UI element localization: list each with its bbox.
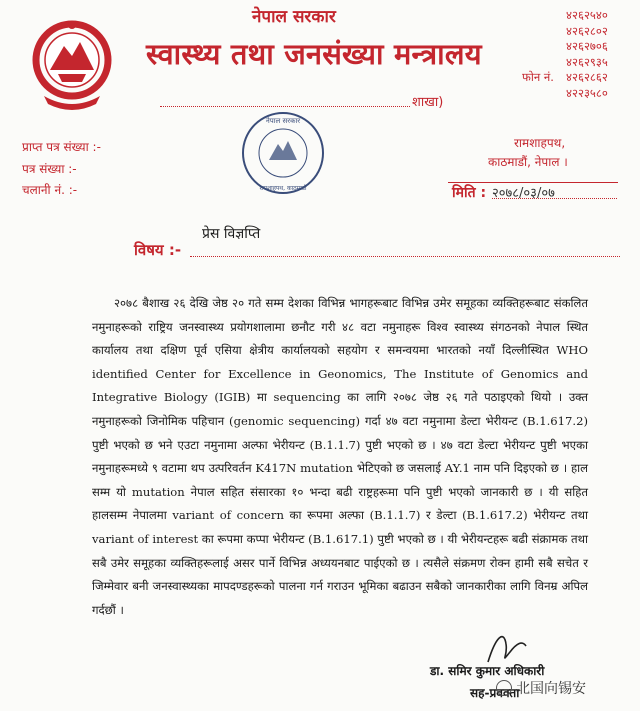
watermark [496, 678, 586, 698]
phone-number: ४२६२५४० [566, 8, 608, 22]
letter-number-label: पत्र संख्या :- [22, 162, 77, 176]
phone-number: ४२६२८६२ [566, 70, 608, 85]
address-street: रामशाहपथ, [514, 136, 566, 150]
ministry-title: स्वास्थ्य तथा जनसंख्या मन्त्रालय [146, 37, 482, 71]
phone-label: फोन नं. [522, 70, 554, 84]
wechat-icon [496, 680, 512, 696]
address-city: काठमाडौं, नेपाल । [488, 155, 568, 169]
ministry-stamp-icon [238, 108, 328, 198]
signatory-title: सह-प्रवक्ता [470, 686, 520, 700]
date-label: मिति : [452, 185, 487, 201]
phone-numbers [566, 8, 608, 102]
phone-number: ४२६२८०२ [566, 23, 608, 38]
date-value: २०७८/०३/०७ [492, 186, 555, 201]
signatory-name: डा. समिर कुमार अधिकारी [430, 664, 545, 678]
svg-text:रामशाहपथ, काठमाडौं: रामशाहपथ, काठमाडौं [259, 185, 307, 192]
watermark-text: 北国向锡安 [516, 681, 586, 697]
branch-label: शाखा) [412, 95, 444, 110]
dispatch-number-label: चलानी नं. :- [22, 183, 78, 197]
date-rule [492, 198, 617, 199]
phone-number: ४२२३५८० [566, 85, 608, 100]
government-title: नेपाल सरकार [252, 7, 336, 27]
press-release-heading: प्रेस विज्ञप्ति [202, 226, 261, 242]
nepal-emblem-icon [26, 16, 118, 114]
svg-text:नेपाल सरकार: नेपाल सरकार [265, 117, 301, 125]
received-letter-number-label: प्राप्त पत्र संख्या :- [22, 140, 101, 154]
subject-label: विषय :- [134, 241, 182, 259]
branch-line [160, 96, 410, 107]
phone-number: ४२६२९३५ [566, 54, 608, 69]
press-release-body: २०७८ बैशाख २६ देखि जेष्ठ २० गते सम्म देशका विभिन्न भागहरूबाट विभिन्न उमेर समूहका व्यक्तिहरूबाट संकलित नमुनाहरूको राष्ट्रिय जनस्वास्थ्य प्रयोगशालामा छनौट गरी ४८ वटा नमुनाहरू विश्व स्वास्थ्य संगठनको नेपाल स्थित कार्यालय तथा दक्षिण पूर्व एसिया क्षेत्रीय कार्यालयको सहयोग र समन्वयमा भारतको नयाँ दिल्लीस्थित WHO identified Center for Excellence in Geonomics, The Institute of Genomics and Integrative Biology (IGIB) मा sequencing का लागि २०७८ जेष्ठ २६ गते पठाइएको थियो । उक्त नमुनाहरूको जिनोमिक पहिचान (genomic sequencing) गर्दा ४७ वटा नमुनामा डेल्टा भेरीयन्ट (B.1.617.2) पुष्टी भएको छ भने एउटा नमुनामा अल्फा भेरीयन्ट (B.1.1.7) पुष्टी भएको छ । ४७ वटा डेल्टा भेरीयन्ट पुष्टी भएका नमुनाहरूमध्ये ९ वटामा थप उत्परिवर्तन K417N mutation भेटिएको छ जसलाई AY.1 नाम पनि दिइएको छ । हाल सम्म यो mutation नेपाल सहित संसारका १० भन्दा बढी राष्ट्रहरूमा पनि पुष्टी भएको जानकारी छ । यी सहित हालसम्म नेपालमा variant of concern का रूपमा अल्फा (B.1.1.7) र डेल्टा (B.1.617.2) भेरीयन्ट तथा variant of interest का रूपमा कप्पा भेरीयन्ट (B.1.617.1) पुष्टी भएको छ । यी भेरीयन्टहरू बढी संक्रामक तथा सबै उमेर समूहका व्यक्तिहरूलाई असर पार्ने विभिन्न अध्ययनबाट पाईएको छ । त्यसैले संक्रमण रोक्न हामी सबै सचेत र जिम्मेवार बनी जनस्वास्थ्यका मापदण्डहरूको पालना गर्न गराउन भूमिका बढाउन सबैको जानकारीका लागि विनम्र अपिल गर्दछौं । [92, 296, 588, 617]
subject-rule [190, 256, 620, 257]
phone-number: ४२६२७०६ [566, 39, 608, 54]
